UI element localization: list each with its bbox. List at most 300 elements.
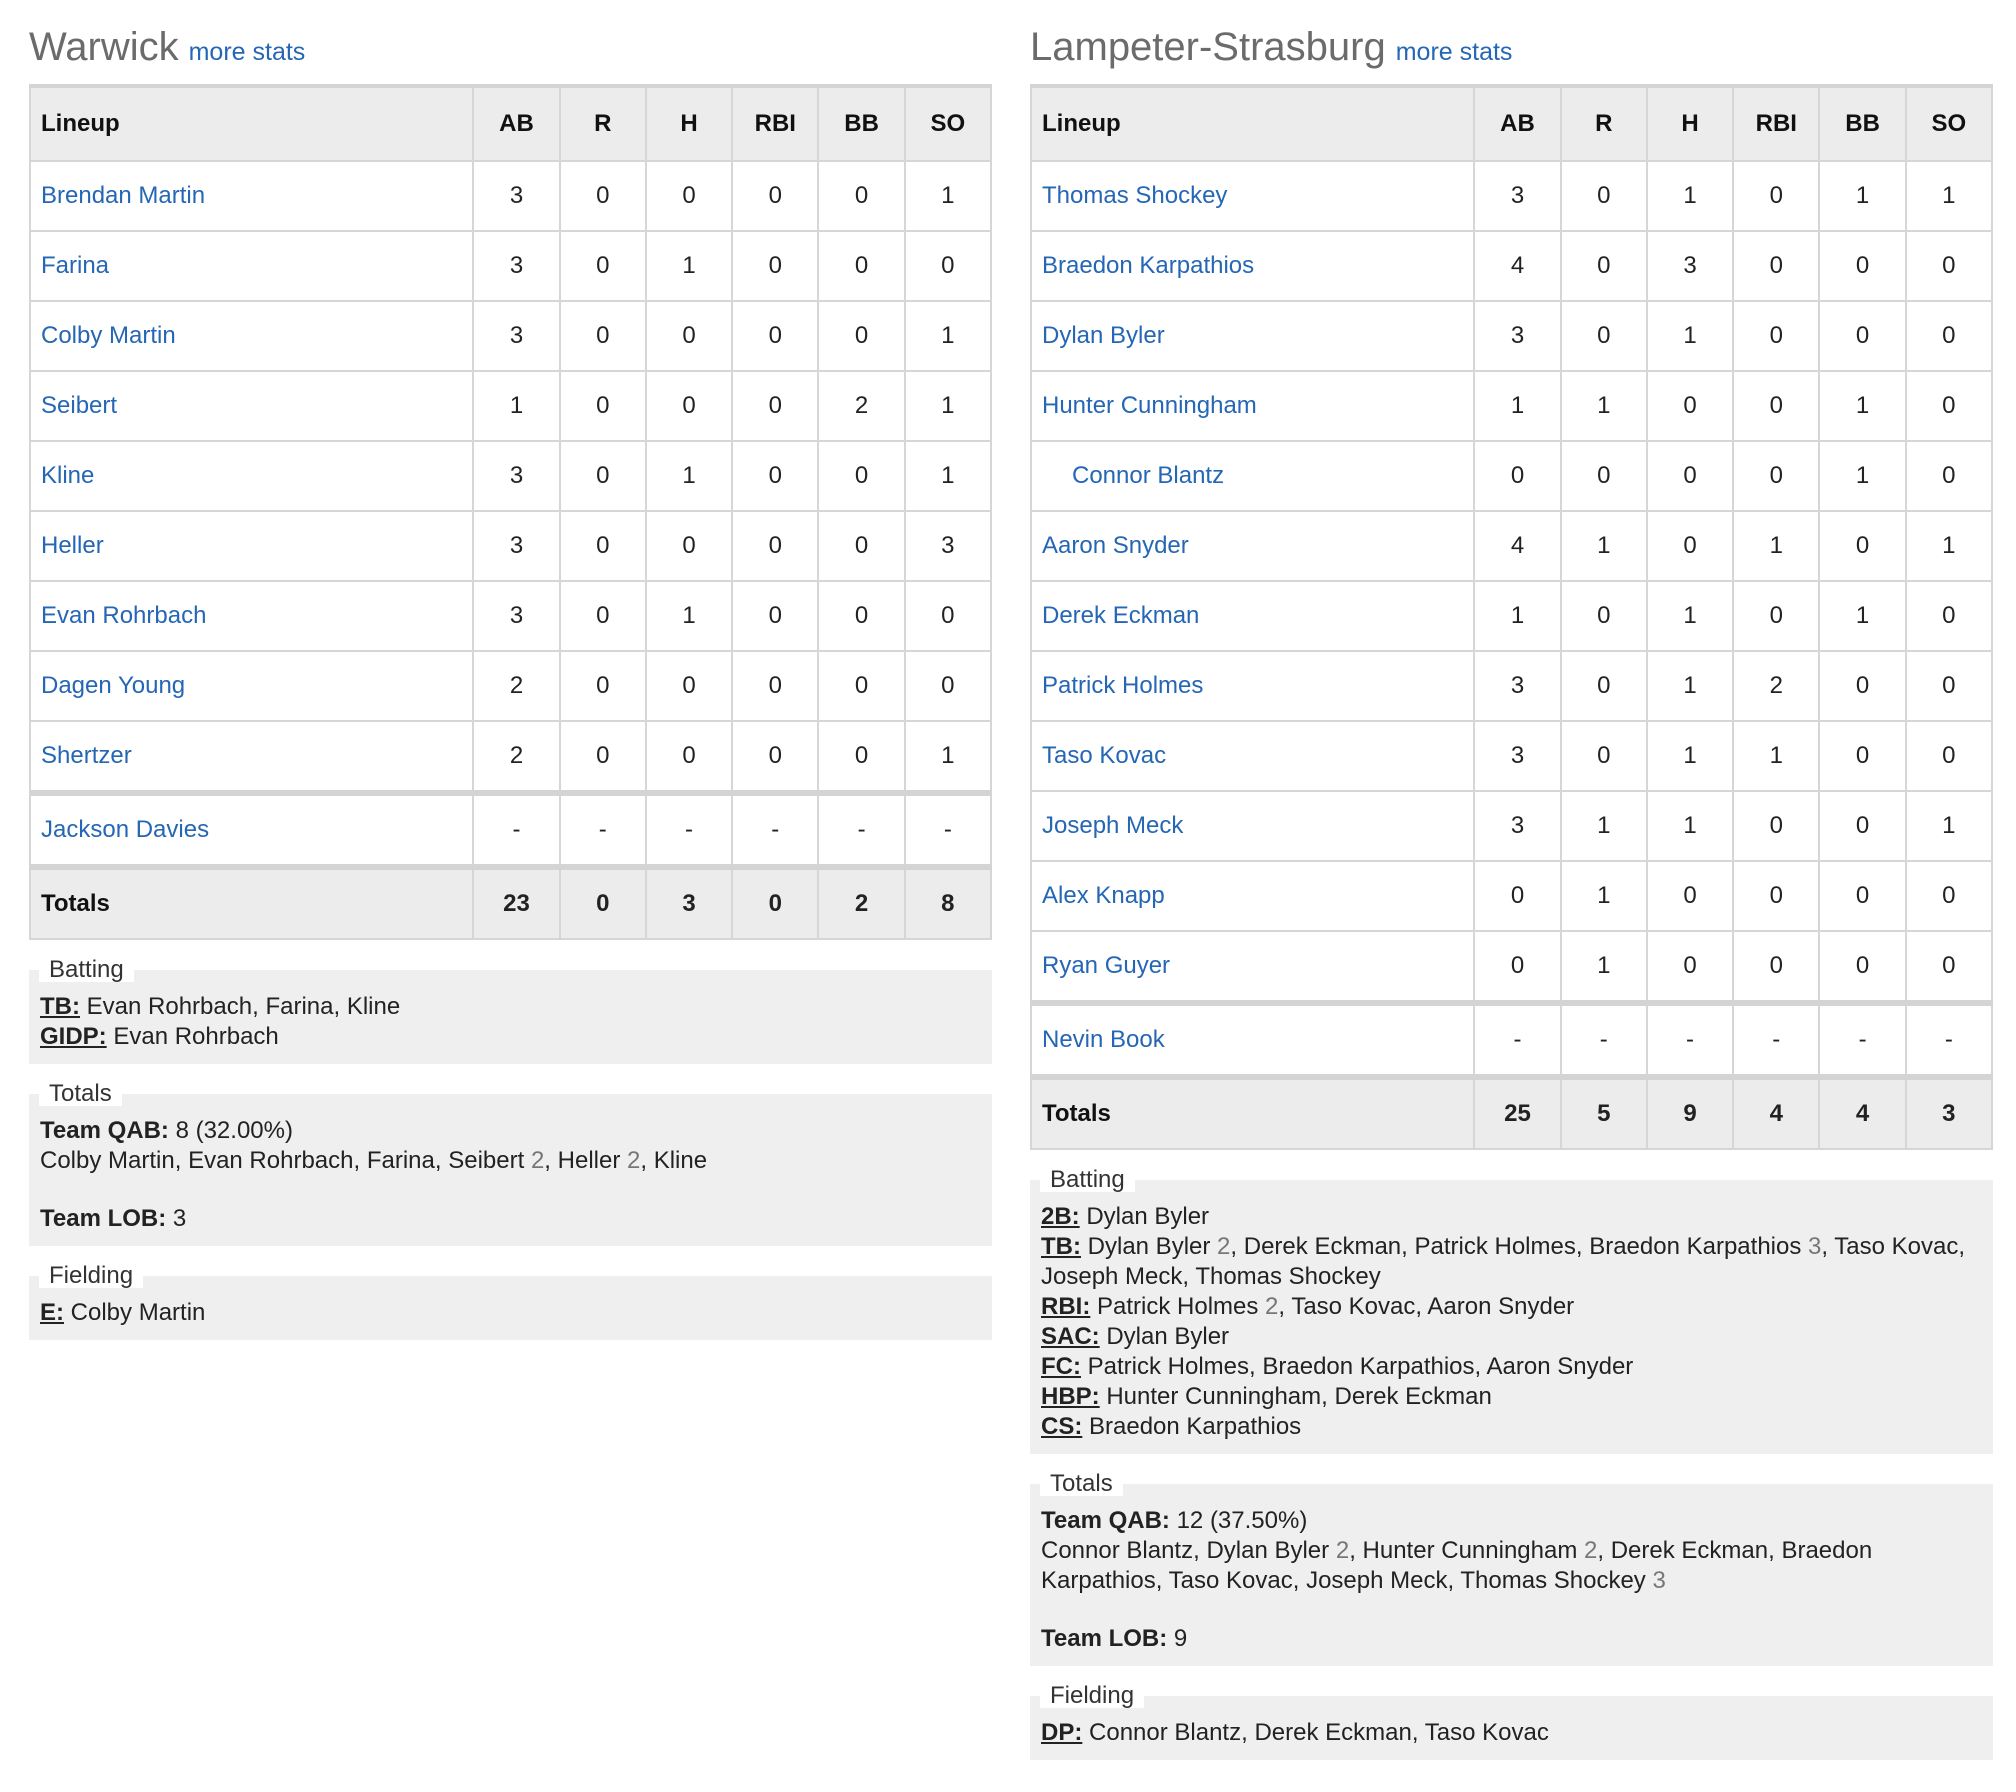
stat-bb: 0 bbox=[1819, 791, 1905, 861]
team-section-home bbox=[1030, 0, 1995, 1760]
stat-so: 1 bbox=[905, 371, 991, 441]
column-header-h[interactable]: H bbox=[1647, 86, 1733, 161]
stat-line: DP: Connor Blantz, Derek Eckman, Taso Kovac bbox=[1041, 1719, 1549, 1746]
player-name-link[interactable]: Heller bbox=[30, 511, 473, 581]
stat-ab: 3 bbox=[1474, 161, 1560, 231]
stat-so: 0 bbox=[1906, 441, 1992, 511]
stat-r: 0 bbox=[560, 721, 646, 793]
stat-h: 1 bbox=[646, 441, 732, 511]
stat-line bbox=[1041, 1412, 1982, 1442]
stat-rbi: - bbox=[732, 793, 818, 867]
table-row bbox=[30, 511, 991, 581]
batting-lines bbox=[40, 992, 981, 1052]
stat-r: 0 bbox=[1561, 721, 1647, 791]
stat-r: 1 bbox=[1561, 511, 1647, 581]
stat-abbr[interactable]: GIDP: bbox=[40, 1023, 107, 1050]
stat-line bbox=[1041, 1322, 1982, 1352]
stat-rbi: - bbox=[1733, 1003, 1819, 1077]
player-name: Colby Martin bbox=[70, 1299, 206, 1326]
stat-h: 1 bbox=[1647, 161, 1733, 231]
player-name-link[interactable]: Farina bbox=[30, 231, 473, 301]
count-value: 2 bbox=[1584, 1537, 1598, 1564]
stat-abbr[interactable]: RBI: bbox=[1041, 1293, 1091, 1320]
player-name: Derek Eckman bbox=[1334, 1383, 1492, 1410]
player-name-link[interactable]: Shertzer bbox=[30, 721, 473, 793]
stat-h: - bbox=[1647, 1003, 1733, 1077]
stat-bb: 0 bbox=[1819, 511, 1905, 581]
stat-bb: 0 bbox=[818, 231, 904, 301]
team-qab-line bbox=[40, 1116, 981, 1146]
stat-so: 0 bbox=[1906, 581, 1992, 651]
lineup-table bbox=[1030, 84, 1993, 1150]
stat-h: 1 bbox=[1647, 581, 1733, 651]
stat-r: 0 bbox=[1561, 651, 1647, 721]
table-row bbox=[1031, 161, 1992, 231]
fielding-panel bbox=[29, 1262, 992, 1340]
player-name: Dylan Byler bbox=[1086, 1203, 1210, 1230]
team-qab-label: Team QAB: bbox=[40, 1117, 169, 1144]
stat-h: 0 bbox=[1647, 511, 1733, 581]
team-qab-value: 12 (37.50%) bbox=[1176, 1507, 1308, 1534]
team-lob-label: Team LOB: bbox=[1041, 1625, 1168, 1652]
stat-rbi: 0 bbox=[1733, 441, 1819, 511]
table-row bbox=[30, 581, 991, 651]
table-row bbox=[1031, 371, 1992, 441]
stat-rbi: 0 bbox=[1733, 231, 1819, 301]
stat-r: 0 bbox=[1561, 581, 1647, 651]
stat-bb: 0 bbox=[818, 581, 904, 651]
stat-so: 0 bbox=[1906, 301, 1992, 371]
column-header-lineup[interactable]: Lineup bbox=[1031, 86, 1474, 161]
column-header-rbi[interactable]: RBI bbox=[1733, 86, 1819, 161]
table-row bbox=[30, 371, 991, 441]
player-name-link[interactable]: Taso Kovac bbox=[1031, 721, 1474, 791]
stat-ab: 3 bbox=[473, 511, 559, 581]
player-name: Colby Martin bbox=[40, 1147, 175, 1174]
player-name: Derek Eckman bbox=[1254, 1719, 1412, 1746]
stat-h: 1 bbox=[646, 231, 732, 301]
stat-h: 0 bbox=[1647, 441, 1733, 511]
table-row bbox=[30, 161, 991, 231]
stat-r: 0 bbox=[560, 581, 646, 651]
stat-ab: 3 bbox=[1474, 791, 1560, 861]
stat-h: 0 bbox=[646, 511, 732, 581]
stat-h: 0 bbox=[646, 721, 732, 793]
count-value: 2 bbox=[1217, 1233, 1231, 1260]
table-row bbox=[30, 651, 991, 721]
table-row bbox=[1031, 931, 1992, 1003]
player-name: Derek Eckman bbox=[1243, 1233, 1402, 1260]
stat-bb: - bbox=[1819, 1003, 1905, 1077]
player-name-link[interactable]: Thomas Shockey bbox=[1031, 161, 1474, 231]
totals-bb: 2 bbox=[818, 867, 904, 939]
player-name-link[interactable]: Connor Blantz bbox=[1031, 441, 1474, 511]
table-row bbox=[1031, 861, 1992, 931]
stat-h: 0 bbox=[646, 371, 732, 441]
player-name: Hunter Cunningham bbox=[1106, 1383, 1322, 1410]
fielding-legend: Fielding bbox=[1040, 1684, 1144, 1708]
stat-ab: 2 bbox=[473, 721, 559, 793]
more-stats-link[interactable]: more stats bbox=[188, 38, 306, 66]
count-value: 2 bbox=[1265, 1293, 1279, 1320]
stat-r: 1 bbox=[1561, 861, 1647, 931]
team-section-away bbox=[29, 0, 994, 1340]
totals-h: 9 bbox=[1647, 1077, 1733, 1149]
batting-lines bbox=[1041, 1202, 1982, 1442]
column-header-rbi[interactable]: RBI bbox=[732, 86, 818, 161]
totals-ab: 25 bbox=[1474, 1077, 1560, 1149]
stat-ab: 3 bbox=[473, 581, 559, 651]
team-lob-line bbox=[1041, 1624, 1982, 1654]
player-name: Braedon Karpathios bbox=[1262, 1353, 1475, 1380]
player-name: Patrick Holmes bbox=[1097, 1293, 1259, 1320]
team-qab-value: 8 (32.00%) bbox=[175, 1117, 293, 1144]
more-stats-link[interactable]: more stats bbox=[1395, 38, 1513, 66]
player-name-link[interactable]: Alex Knapp bbox=[1031, 861, 1474, 931]
stat-ab: 4 bbox=[1474, 231, 1560, 301]
player-name-link[interactable]: Hunter Cunningham bbox=[1031, 371, 1474, 441]
stat-bb: 0 bbox=[818, 651, 904, 721]
stat-ab: 3 bbox=[1474, 651, 1560, 721]
stat-so: 0 bbox=[1906, 651, 1992, 721]
batting-panel bbox=[29, 956, 992, 1064]
stat-rbi: 0 bbox=[732, 231, 818, 301]
stat-so: 1 bbox=[1906, 791, 1992, 861]
player-name: Dylan Byler bbox=[1106, 1323, 1230, 1350]
stat-bb: 1 bbox=[1819, 161, 1905, 231]
player-name: Joseph Meck bbox=[1306, 1567, 1448, 1594]
stat-r: 0 bbox=[560, 161, 646, 231]
stat-bb: 2 bbox=[818, 371, 904, 441]
team-lob-label: Team LOB: bbox=[40, 1205, 167, 1232]
totals-so: 8 bbox=[905, 867, 991, 939]
player-name: Taso Kovac bbox=[1291, 1293, 1416, 1320]
player-name-link[interactable]: Nevin Book bbox=[1031, 1003, 1474, 1077]
table-row bbox=[30, 721, 991, 793]
stat-r: 1 bbox=[1561, 371, 1647, 441]
stat-bb: - bbox=[818, 793, 904, 867]
team-header bbox=[29, 0, 994, 84]
player-name: Patrick Holmes bbox=[1414, 1233, 1576, 1260]
player-name: Derek Eckman bbox=[1610, 1537, 1769, 1564]
stat-h: 1 bbox=[646, 581, 732, 651]
stat-rbi: 1 bbox=[1733, 511, 1819, 581]
totals-rbi: 4 bbox=[1733, 1077, 1819, 1149]
stat-so: 0 bbox=[905, 581, 991, 651]
stat-abbr[interactable]: TB: bbox=[40, 993, 80, 1020]
stat-r: - bbox=[560, 793, 646, 867]
player-name-link[interactable]: Evan Rohrbach bbox=[30, 581, 473, 651]
stat-rbi: 0 bbox=[732, 581, 818, 651]
totals-row bbox=[1031, 1077, 1992, 1149]
stat-r: 1 bbox=[1561, 791, 1647, 861]
stat-bb: 0 bbox=[818, 721, 904, 793]
batting-legend: Batting bbox=[1040, 1168, 1135, 1192]
team-name: Warwick more stats bbox=[29, 25, 306, 69]
stat-h: 0 bbox=[1647, 861, 1733, 931]
stat-so: 0 bbox=[1906, 721, 1992, 791]
stat-bb: 1 bbox=[1819, 371, 1905, 441]
stat-rbi: 2 bbox=[1733, 651, 1819, 721]
stat-abbr[interactable]: TB: bbox=[1041, 1233, 1081, 1260]
table-row bbox=[1031, 651, 1992, 721]
stat-bb: 0 bbox=[818, 511, 904, 581]
column-header-r[interactable]: R bbox=[1561, 86, 1647, 161]
column-header-lineup[interactable]: Lineup bbox=[30, 86, 473, 161]
stat-abbr[interactable]: FC: bbox=[1041, 1353, 1081, 1380]
stat-bb: 0 bbox=[1819, 651, 1905, 721]
team-lob-value: 9 bbox=[1173, 1625, 1188, 1652]
stat-so: 0 bbox=[1906, 231, 1992, 301]
stat-so: 1 bbox=[1906, 161, 1992, 231]
totals-so: 3 bbox=[1906, 1077, 1992, 1149]
stat-ab: 1 bbox=[1474, 371, 1560, 441]
stat-so: 0 bbox=[905, 651, 991, 721]
lineup-body bbox=[30, 161, 991, 867]
stat-line bbox=[40, 1298, 981, 1328]
table-row bbox=[1031, 511, 1992, 581]
stat-line: TB: Dylan Byler 2, Derek Eckman, Patrick Holmes, Braedon Karpathios 3, Taso Kovac, Joseph Meck, Thomas Shockey bbox=[1041, 1233, 1966, 1290]
stat-ab: 3 bbox=[473, 231, 559, 301]
player-name: Taso Kovac bbox=[1834, 1233, 1959, 1260]
player-name-link[interactable]: Patrick Holmes bbox=[1031, 651, 1474, 721]
stat-bb: 0 bbox=[1819, 301, 1905, 371]
column-header-ab[interactable]: AB bbox=[1474, 86, 1560, 161]
stat-line: HBP: Hunter Cunningham, Derek Eckman bbox=[1041, 1383, 1492, 1410]
stat-r: 0 bbox=[560, 651, 646, 721]
column-header-r[interactable]: R bbox=[560, 86, 646, 161]
totals-h: 3 bbox=[646, 867, 732, 939]
player-name: Thomas Shockey bbox=[1460, 1567, 1646, 1594]
team-name: Lampeter-Strasburg more stats bbox=[1030, 25, 1513, 69]
player-name: Aaron Snyder bbox=[1427, 1293, 1575, 1320]
stat-h: 0 bbox=[646, 161, 732, 231]
team-lob-line bbox=[40, 1204, 981, 1234]
stat-h: - bbox=[646, 793, 732, 867]
stat-so: 1 bbox=[905, 301, 991, 371]
stat-abbr[interactable]: CS: bbox=[1041, 1413, 1083, 1440]
column-header-ab[interactable]: AB bbox=[473, 86, 559, 161]
stat-r: 0 bbox=[1561, 301, 1647, 371]
stat-ab: 3 bbox=[473, 441, 559, 511]
stat-r: 0 bbox=[560, 511, 646, 581]
count-value: 2 bbox=[1335, 1537, 1350, 1564]
stat-h: 1 bbox=[1647, 651, 1733, 721]
stat-bb: 0 bbox=[1819, 721, 1905, 791]
bench-row bbox=[30, 793, 991, 867]
player-name: Seibert bbox=[448, 1147, 525, 1174]
stat-r: 0 bbox=[560, 231, 646, 301]
stat-ab: 3 bbox=[473, 301, 559, 371]
stat-ab: 0 bbox=[1474, 861, 1560, 931]
lineup-body bbox=[1031, 161, 1992, 1077]
stat-r: 0 bbox=[560, 371, 646, 441]
stat-ab: 1 bbox=[473, 371, 559, 441]
stat-r: 0 bbox=[560, 441, 646, 511]
column-header-so[interactable]: SO bbox=[905, 86, 991, 161]
team-qab-players: Colby Martin, Evan Rohrbach, Farina, Seibert 2, Heller 2, Kline bbox=[40, 1147, 708, 1174]
stat-abbr[interactable]: HBP: bbox=[1041, 1383, 1100, 1410]
stat-h: 1 bbox=[1647, 721, 1733, 791]
stat-line: RBI: Patrick Holmes 2, Taso Kovac, Aaron Snyder bbox=[1041, 1293, 1575, 1320]
stat-h: 0 bbox=[646, 301, 732, 371]
stat-h: 3 bbox=[1647, 231, 1733, 301]
totals-label: Totals bbox=[30, 867, 473, 939]
stat-so: - bbox=[1906, 1003, 1992, 1077]
team-qab-label: Team QAB: bbox=[1041, 1507, 1170, 1534]
totals-legend: Totals bbox=[1040, 1472, 1123, 1496]
table-row bbox=[1031, 581, 1992, 651]
stat-r: 0 bbox=[1561, 231, 1647, 301]
column-header-so[interactable]: SO bbox=[1906, 86, 1992, 161]
player-name-link[interactable]: Dagen Young bbox=[30, 651, 473, 721]
stat-bb: 1 bbox=[1819, 441, 1905, 511]
player-name-link[interactable]: Dylan Byler bbox=[1031, 301, 1474, 371]
stat-bb: 0 bbox=[818, 161, 904, 231]
column-header-bb[interactable]: BB bbox=[818, 86, 904, 161]
team-qab-players: Connor Blantz, Dylan Byler 2, Hunter Cunningham 2, Derek Eckman, Braedon Karpathios, Taso Kovac, Joseph Meck, Thomas Shockey 3 bbox=[1041, 1537, 1873, 1594]
totals-rbi: 0 bbox=[732, 867, 818, 939]
stat-r: - bbox=[1561, 1003, 1647, 1077]
player-name: Dylan Byler bbox=[1087, 1233, 1211, 1260]
stat-ab: 3 bbox=[1474, 721, 1560, 791]
stat-so: 3 bbox=[905, 511, 991, 581]
stat-rbi: 0 bbox=[1733, 161, 1819, 231]
player-name: Braedon Karpathios bbox=[1089, 1413, 1302, 1440]
stat-so: 0 bbox=[1906, 371, 1992, 441]
stat-rbi: 0 bbox=[1733, 301, 1819, 371]
table-row bbox=[1031, 231, 1992, 301]
player-name-link[interactable]: Joseph Meck bbox=[1031, 791, 1474, 861]
batting-legend: Batting bbox=[39, 958, 134, 982]
player-name: Farina bbox=[265, 993, 334, 1020]
stat-line bbox=[1041, 1202, 1982, 1232]
team-qab-line bbox=[1041, 1506, 1982, 1536]
fielding-lines bbox=[1041, 1718, 1982, 1748]
player-name: Patrick Holmes bbox=[1087, 1353, 1250, 1380]
player-name: Heller bbox=[557, 1147, 621, 1174]
stat-ab: - bbox=[473, 793, 559, 867]
stat-abbr[interactable]: DP: bbox=[1041, 1719, 1083, 1746]
stat-r: 0 bbox=[560, 301, 646, 371]
stat-h: 0 bbox=[1647, 371, 1733, 441]
stat-line: TB: Evan Rohrbach, Farina, Kline bbox=[40, 993, 401, 1020]
stat-line: FC: Patrick Holmes, Braedon Karpathios, Aaron Snyder bbox=[1041, 1353, 1634, 1380]
stat-r: 0 bbox=[1561, 161, 1647, 231]
stat-so: 1 bbox=[1906, 511, 1992, 581]
count-value: 3 bbox=[1652, 1567, 1666, 1594]
lineup-header-row bbox=[30, 86, 991, 161]
stat-rbi: 0 bbox=[1733, 581, 1819, 651]
player-name: Connor Blantz bbox=[1041, 1537, 1194, 1564]
team-header bbox=[1030, 0, 1995, 84]
table-row bbox=[30, 441, 991, 511]
player-name: Taso Kovac bbox=[1168, 1567, 1293, 1594]
stat-ab: 2 bbox=[473, 651, 559, 721]
stat-ab: 0 bbox=[1474, 931, 1560, 1003]
stat-ab: 3 bbox=[1474, 301, 1560, 371]
stat-abbr[interactable]: E: bbox=[40, 1299, 64, 1326]
stat-bb: 0 bbox=[818, 301, 904, 371]
player-name-link[interactable]: Colby Martin bbox=[30, 301, 473, 371]
totals-legend: Totals bbox=[39, 1082, 122, 1106]
totals-panel bbox=[29, 1080, 992, 1246]
stat-ab: 4 bbox=[1474, 511, 1560, 581]
stat-so: 0 bbox=[1906, 931, 1992, 1003]
stat-line bbox=[40, 1022, 981, 1052]
column-header-h[interactable]: H bbox=[646, 86, 732, 161]
bench-row bbox=[1031, 1003, 1992, 1077]
player-name-link[interactable]: Aaron Snyder bbox=[1031, 511, 1474, 581]
stat-abbr[interactable]: SAC: bbox=[1041, 1323, 1100, 1350]
stat-h: 1 bbox=[1647, 301, 1733, 371]
stat-rbi: 0 bbox=[732, 161, 818, 231]
stat-so: 1 bbox=[905, 721, 991, 793]
player-name: Evan Rohrbach bbox=[113, 1023, 279, 1050]
player-name-link[interactable]: Jackson Davies bbox=[30, 793, 473, 867]
player-name-link[interactable]: Derek Eckman bbox=[1031, 581, 1474, 651]
table-row bbox=[1031, 301, 1992, 371]
table-row bbox=[1031, 791, 1992, 861]
count-value: 2 bbox=[627, 1147, 641, 1174]
player-name-link[interactable]: Ryan Guyer bbox=[1031, 931, 1474, 1003]
stat-ab: 0 bbox=[1474, 441, 1560, 511]
player-name-link[interactable]: Braedon Karpathios bbox=[1031, 231, 1474, 301]
player-name-link[interactable]: Seibert bbox=[30, 371, 473, 441]
player-name: Hunter Cunningham bbox=[1362, 1537, 1578, 1564]
player-name: Kline bbox=[346, 993, 401, 1020]
stat-abbr[interactable]: 2B: bbox=[1041, 1203, 1080, 1230]
stat-ab: 1 bbox=[1474, 581, 1560, 651]
stat-bb: 0 bbox=[1819, 861, 1905, 931]
stat-so: 1 bbox=[905, 441, 991, 511]
lineup-header-row bbox=[1031, 86, 1992, 161]
column-header-bb[interactable]: BB bbox=[1819, 86, 1905, 161]
player-name: Evan Rohrbach bbox=[188, 1147, 354, 1174]
stat-r: 0 bbox=[1561, 441, 1647, 511]
totals-panel bbox=[1030, 1470, 1993, 1666]
totals-row bbox=[30, 867, 991, 939]
totals-ab: 23 bbox=[473, 867, 559, 939]
player-name: Braedon Karpathios bbox=[1041, 1537, 1873, 1594]
player-name: Evan Rohrbach bbox=[86, 993, 253, 1020]
fielding-panel bbox=[1030, 1682, 1993, 1760]
team-lob-value: 3 bbox=[172, 1205, 187, 1232]
batting-panel bbox=[1030, 1166, 1993, 1454]
stat-bb: 0 bbox=[818, 441, 904, 511]
stat-rbi: 0 bbox=[1733, 791, 1819, 861]
player-name: Dylan Byler bbox=[1206, 1537, 1330, 1564]
stat-so: - bbox=[905, 793, 991, 867]
stat-rbi: 0 bbox=[732, 301, 818, 371]
stat-rbi: 0 bbox=[1733, 371, 1819, 441]
player-name: Connor Blantz bbox=[1089, 1719, 1242, 1746]
player-name-link[interactable]: Brendan Martin bbox=[30, 161, 473, 231]
fielding-lines bbox=[40, 1298, 981, 1328]
stat-so: 0 bbox=[1906, 861, 1992, 931]
stat-ab: 3 bbox=[473, 161, 559, 231]
stat-so: 0 bbox=[905, 231, 991, 301]
player-name: Taso Kovac bbox=[1424, 1719, 1549, 1746]
player-name-link[interactable]: Kline bbox=[30, 441, 473, 511]
stat-rbi: 0 bbox=[1733, 931, 1819, 1003]
stat-bb: 1 bbox=[1819, 581, 1905, 651]
stat-r: 1 bbox=[1561, 931, 1647, 1003]
stat-rbi: 0 bbox=[732, 441, 818, 511]
table-row bbox=[1031, 721, 1992, 791]
stat-h: 0 bbox=[1647, 931, 1733, 1003]
stat-rbi: 0 bbox=[732, 371, 818, 441]
